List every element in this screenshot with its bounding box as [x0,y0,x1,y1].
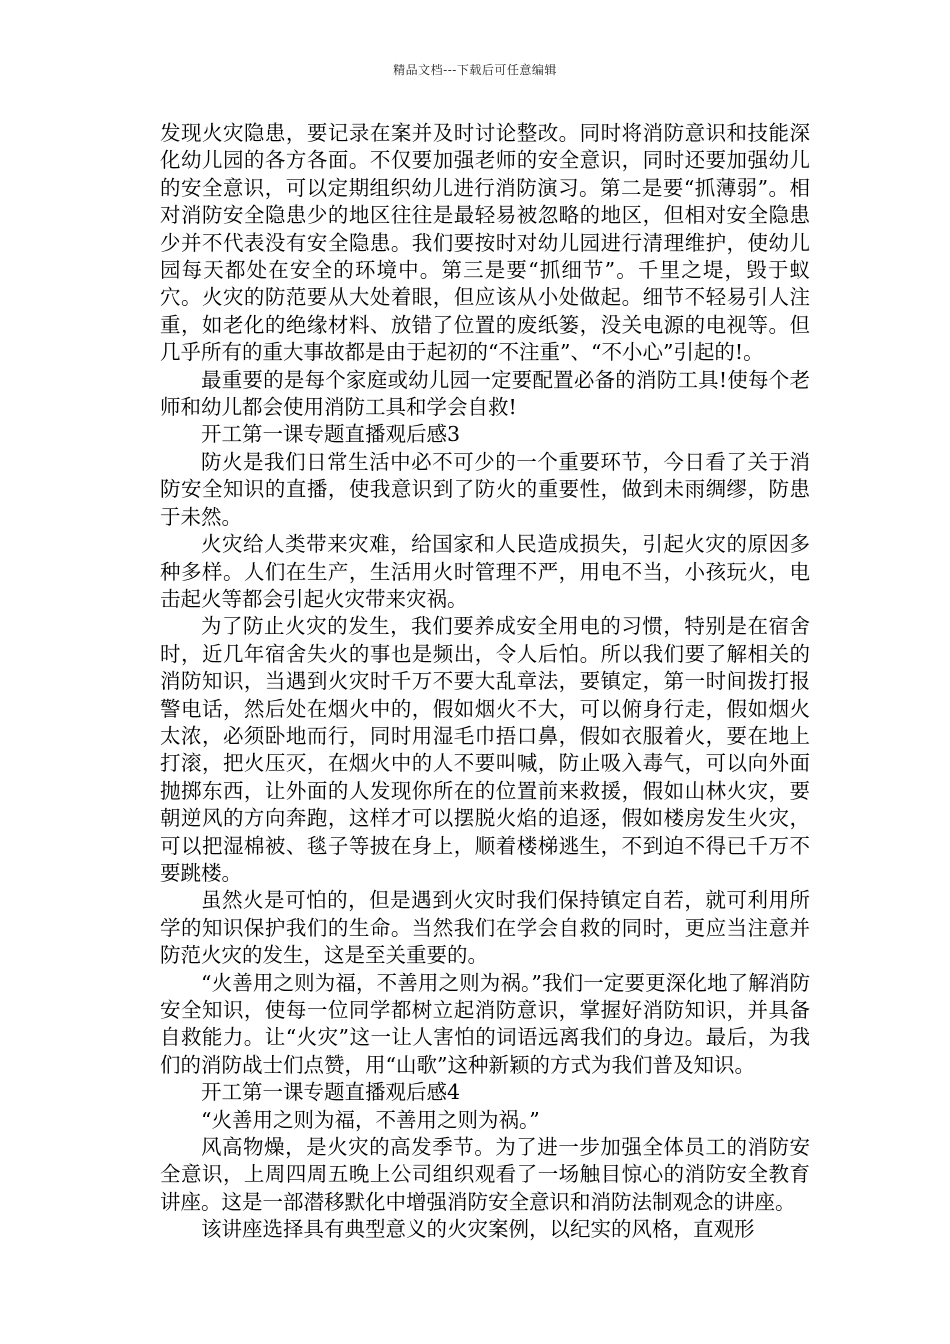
paragraph: 防火是我们日常生活中必不可少的一个重要环节，今日看了关于消防安全知识的直播，使我意识到了防火的重要性，做到未雨绸缪，防患于未然。 [160,449,810,529]
section-heading: 开工第一课专题直播观后感3 [201,422,461,447]
section-heading: 开工第一课专题直播观后感4 [201,1080,461,1105]
paragraph: 该讲座选择具有典型意义的火灾案例，以纪实的风格，直观形 [201,1217,755,1242]
paragraph: “火善用之则为福，不善用之则为祸。”我们一定要更深化地了解消防安全知识，使每一位同学都树立起消防意识，掌握好消防知识，并具备自救能力。让“火灾”这一让人害怕的词语远离我们的身边。最后，为我们的消防战士们点赞，用“山歌”这种新颖的方式为我们普及知识。 [160,970,810,1077]
quote-paragraph: “火善用之则为福，不善用之则为祸。” [201,1107,540,1132]
paragraph: 最重要的是每个家庭或幼儿园一定要配置必备的消防工具!使每个老师和幼儿都会使用消防工具和学会自救! [160,367,810,420]
document-body [160,120,810,1244]
paragraph: 虽然火是可怕的，但是遇到火灾时我们保持镇定自若，就可利用所学的知识保护我们的生命。当然我们在学会自救的同时，更应当注意并防范火灾的发生，这是至关重要的。 [160,888,810,968]
page-header: 精品文档---下载后可任意编辑 [393,63,557,77]
paragraph: 风高物燥，是火灾的高发季节。为了进一步加强全体员工的消防安全意识，上周四周五晚上公司组织观看了一场触目惊心的消防安全教育讲座。这是一部潜移默化中增强消防安全意识和消防法制观念的讲座。 [160,1135,810,1214]
paragraph-continuation: 发现火灾隐患，要记录在案并及时讨论整改。同时将消防意识和技能深化幼儿园的各方各面。不仅要加强老师的安全意识，同时还要加强幼儿的安全意识，可以定期组织幼儿进行消防演习。第二是要“抓薄弱”。相对消防安全隐患少的地区往往是最轻易被忽略的地区，但相对安全隐患少并不代表没有安全隐患。我们要按时对幼儿园进行清理维护，使幼儿园每天都处在安全的环境中。第三是要“抓细节”。千里之堤，毁于蚁穴。火灾的防范要从大处着眼，但应该从小处做起。细节不轻易引人注重，如老化的绝缘材料、放错了位置的废纸篓，没关电源的电视等。但几乎所有的重大事故都是由于起初的“不注重”、“不小心”引起的!。 [160,121,810,365]
paragraph: 为了防止火灾的发生，我们要养成安全用电的习惯，特别是在宿舍时，近几年宿舍失火的事也是频出，令人后怕。所以我们要了解相关的消防知识，当遇到火灾时千万不要大乱章法，要镇定，第一时间拨打报警电话，然后处在烟火中的，假如烟火不大，可以俯身行走，假如烟火太浓，必须卧地而行，同时用湿毛巾捂口鼻，假如衣服着火，要在地上打滚，把火压灭，在烟火中的人不要叫喊，防止吸入毒气，可以向外面抛掷东西，让外面的人发现你所在的位置前来救援，假如山林火灾，要朝逆风的方向奔跑，这样才可以摆脱火焰的追逐，假如楼房发生火灾，可以把湿棉被、毯子等披在身上，顺着楼梯逃生，不到迫不得已千万不要跳楼。 [160,614,810,885]
paragraph: 火灾给人类带来灾难，给国家和人民造成损失，引起火灾的原因多种多样。人们在生产，生活用火时管理不严，用电不当，小孩玩火，电击起火等都会引起火灾带来灾祸。 [160,532,810,611]
